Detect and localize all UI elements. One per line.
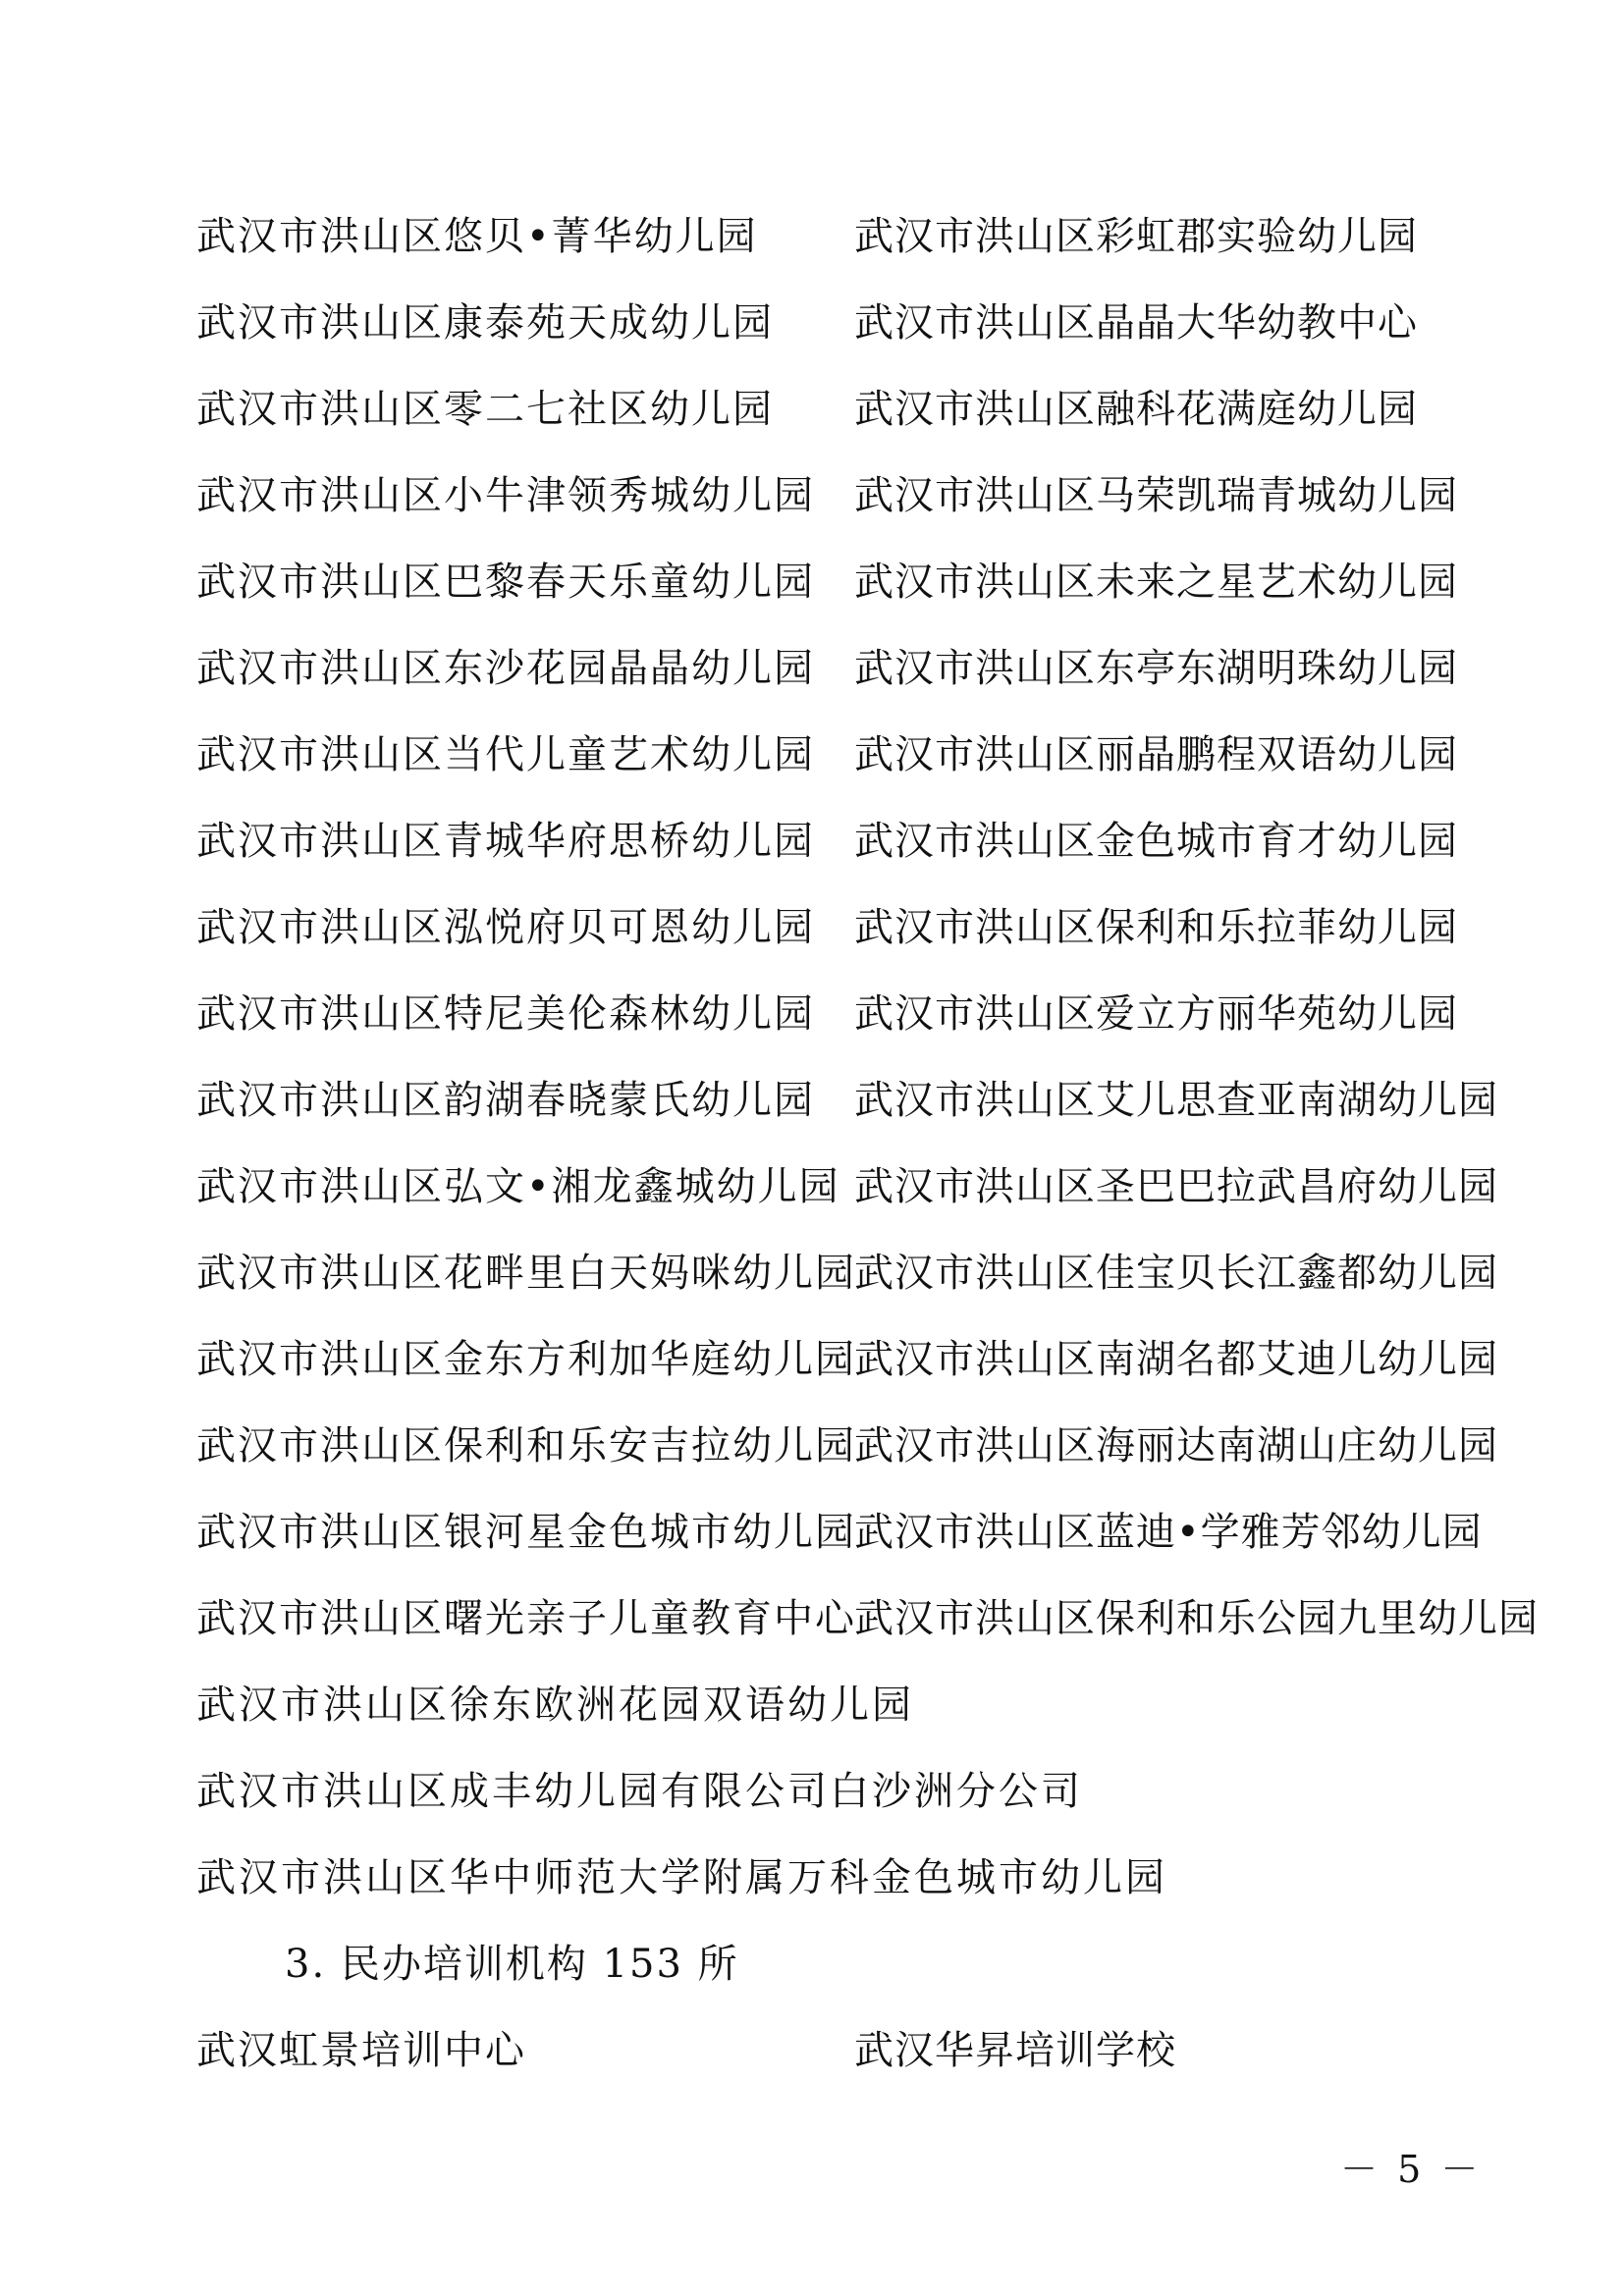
kindergarten-name: 武汉市洪山区爱立方丽华苑幼儿园 [854,991,1458,1037]
kindergarten-name-full-row: 武汉市洪山区华中师范大学附属万科金色城市幼儿园 [196,1855,1167,1900]
list-row [0,806,1624,877]
kindergarten-name: 武汉市洪山区弘文•湘龙鑫城幼儿园 [196,1164,840,1209]
list-row [0,374,1624,445]
kindergarten-name: 武汉市洪山区泓悦府贝可恩幼儿园 [196,905,815,950]
kindergarten-name: 武汉市洪山区艾儿思查亚南湖幼儿园 [854,1078,1498,1123]
kindergarten-name: 武汉市洪山区南湖名都艾迪儿幼儿园 [854,1337,1498,1382]
kindergarten-name: 武汉市洪山区保利和乐拉菲幼儿园 [854,905,1458,950]
list-row [0,1583,1624,1654]
kindergarten-name: 武汉市洪山区特尼美伦森林幼儿园 [196,991,815,1037]
kindergarten-name: 武汉市洪山区圣巴巴拉武昌府幼儿园 [854,1164,1498,1209]
kindergarten-name: 武汉市洪山区保利和乐公园九里幼儿园 [854,1596,1539,1641]
kindergarten-name: 武汉市洪山区韵湖春晓蒙氏幼儿园 [196,1078,815,1123]
list-row [0,1411,1624,1481]
training-institution-name: 武汉虹景培训中心 [196,2028,526,2073]
kindergarten-name-full-row: 武汉市洪山区成丰幼儿园有限公司白沙洲分公司 [196,1769,1083,1814]
kindergarten-name: 武汉市洪山区东亭东湖明珠幼儿园 [854,646,1458,691]
kindergarten-name: 武汉市洪山区花畔里白天妈咪幼儿园 [196,1251,856,1296]
kindergarten-name: 武汉市洪山区小牛津领秀城幼儿园 [196,473,815,518]
kindergarten-name: 武汉市洪山区保利和乐安吉拉幼儿园 [196,1423,856,1468]
kindergarten-name: 武汉市洪山区金东方利加华庭幼儿园 [196,1337,856,1382]
list-row [0,2015,1624,2086]
kindergarten-name-full-row: 武汉市洪山区徐东欧洲花园双语幼儿园 [196,1682,914,1728]
list-row [0,1151,1624,1222]
list-row [0,1238,1624,1308]
list-row [0,633,1624,704]
kindergarten-name: 武汉市洪山区彩虹郡实验幼儿园 [854,214,1418,259]
kindergarten-name: 武汉市洪山区青城华府思桥幼儿园 [196,819,815,864]
list-row [0,547,1624,617]
list-row [0,1324,1624,1395]
kindergarten-name: 武汉市洪山区海丽达南湖山庄幼儿园 [854,1423,1498,1468]
kindergarten-name: 武汉市洪山区康泰苑天成幼儿园 [196,300,774,346]
list-row [0,892,1624,963]
list-row [0,288,1624,358]
kindergarten-name: 武汉市洪山区银河星金色城市幼儿园 [196,1510,856,1555]
training-institution-name: 武汉华昇培训学校 [854,2028,1176,2073]
kindergarten-name: 武汉市洪山区未来之星艺术幼儿园 [854,560,1458,605]
kindergarten-name: 武汉市洪山区巴黎春天乐童幼儿园 [196,560,815,605]
list-row [0,201,1624,272]
list-row [0,979,1624,1049]
kindergarten-name: 武汉市洪山区悠贝•菁华幼儿园 [196,214,758,259]
list-row [0,1065,1624,1136]
kindergarten-name: 武汉市洪山区曙光亲子儿童教育中心 [196,1596,856,1641]
list-row [0,460,1624,531]
section-heading: 3. 民办培训机构 153 所 [285,1942,739,1987]
kindergarten-name: 武汉市洪山区零二七社区幼儿园 [196,387,774,432]
kindergarten-name: 武汉市洪山区当代儿童艺术幼儿园 [196,732,815,777]
kindergarten-name: 武汉市洪山区融科花满庭幼儿园 [854,387,1418,432]
page-number: － 5 － [1340,2148,1483,2191]
kindergarten-name: 武汉市洪山区蓝迪•学雅芳邻幼儿园 [854,1510,1483,1555]
kindergarten-name: 武汉市洪山区晶晶大华幼教中心 [854,300,1418,346]
kindergarten-name: 武汉市洪山区丽晶鹏程双语幼儿园 [854,732,1458,777]
kindergarten-name: 武汉市洪山区马荣凯瑞青城幼儿园 [854,473,1458,518]
kindergarten-name: 武汉市洪山区金色城市育才幼儿园 [854,819,1458,864]
list-row [0,1497,1624,1568]
list-row [0,720,1624,790]
kindergarten-name: 武汉市洪山区佳宝贝长江鑫都幼儿园 [854,1251,1498,1296]
kindergarten-name: 武汉市洪山区东沙花园晶晶幼儿园 [196,646,815,691]
